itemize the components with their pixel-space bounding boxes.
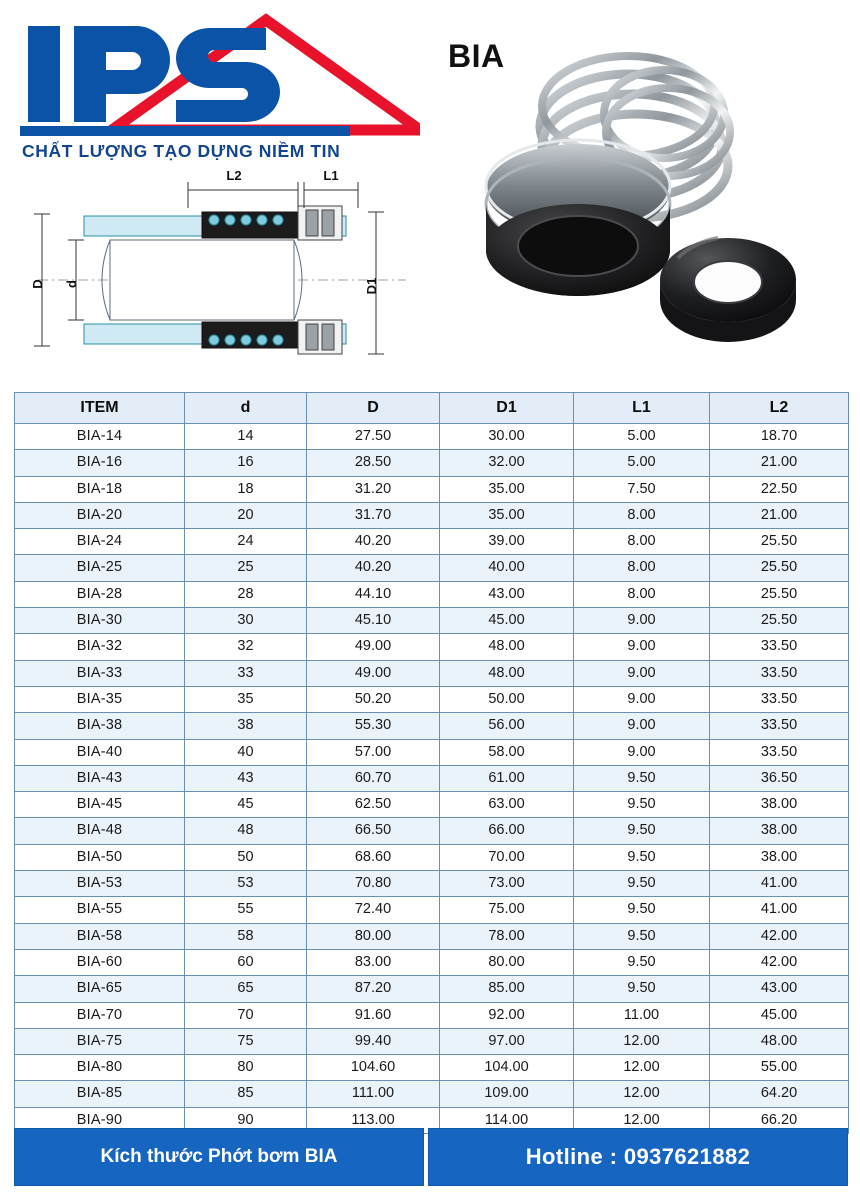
cell-value: 25 [185, 555, 307, 581]
cell-value: 111.00 [307, 1081, 440, 1107]
cell-value: 92.00 [440, 1002, 574, 1028]
cell-value: 65 [185, 976, 307, 1002]
table-row [15, 976, 849, 1002]
cell-value: 39.00 [440, 529, 574, 555]
cell-value: 83.00 [307, 949, 440, 975]
cell-item: BIA-40 [15, 739, 185, 765]
table-row [15, 686, 849, 712]
cell-value: 27.50 [307, 424, 440, 450]
cell-value: 38.00 [710, 792, 849, 818]
cell-value: 50 [185, 844, 307, 870]
spec-table-container [14, 392, 848, 1134]
table-row [15, 555, 849, 581]
cell-value: 28 [185, 581, 307, 607]
cell-value: 12.00 [574, 1081, 710, 1107]
cell-value: 30.00 [440, 424, 574, 450]
cell-value: 36.50 [710, 765, 849, 791]
cell-value: 48.00 [710, 1028, 849, 1054]
table-row [15, 765, 849, 791]
column-header-D: D [307, 393, 440, 424]
cell-value: 50.00 [440, 686, 574, 712]
cell-value: 97.00 [440, 1028, 574, 1054]
cell-value: 33.50 [710, 686, 849, 712]
cell-item: BIA-35 [15, 686, 185, 712]
cell-value: 58.00 [440, 739, 574, 765]
cell-value: 48 [185, 818, 307, 844]
seal-dimension-diagram [14, 168, 426, 380]
cell-value: 60 [185, 949, 307, 975]
cell-value: 33.50 [710, 713, 849, 739]
cell-value: 68.60 [307, 844, 440, 870]
table-row [15, 660, 849, 686]
cell-value: 99.40 [307, 1028, 440, 1054]
cell-value: 45.10 [307, 608, 440, 634]
cell-value: 38 [185, 713, 307, 739]
cell-value: 70.80 [307, 871, 440, 897]
ips-logo-icon [8, 8, 420, 138]
cell-item: BIA-28 [15, 581, 185, 607]
cell-value: 8.00 [574, 555, 710, 581]
table-header-row [15, 393, 849, 424]
cell-item: BIA-45 [15, 792, 185, 818]
cell-value: 114.00 [440, 1107, 574, 1133]
product-photo [432, 8, 852, 380]
page-title: BIA [448, 38, 505, 74]
cell-value: 33.50 [710, 739, 849, 765]
cell-value: 66.00 [440, 818, 574, 844]
cell-item: BIA-25 [15, 555, 185, 581]
cell-item: BIA-80 [15, 1055, 185, 1081]
table-row [15, 923, 849, 949]
cell-value: 38.00 [710, 844, 849, 870]
cell-value: 12.00 [574, 1107, 710, 1133]
cell-value: 25.50 [710, 555, 849, 581]
cell-value: 41.00 [710, 897, 849, 923]
cell-value: 5.00 [574, 424, 710, 450]
page-footer [14, 1128, 848, 1186]
cell-value: 44.10 [307, 581, 440, 607]
footer-caption: Kích thước Phớt bơm BIA [14, 1128, 424, 1186]
company-tagline: CHẤT LƯỢNG TẠO DỰNG NIỀM TIN [22, 141, 341, 161]
cell-value: 56.00 [440, 713, 574, 739]
cell-value: 75.00 [440, 897, 574, 923]
table-row [15, 502, 849, 528]
table-row [15, 476, 849, 502]
table-row [15, 949, 849, 975]
cell-value: 5.00 [574, 450, 710, 476]
table-row [15, 713, 849, 739]
cell-value: 9.00 [574, 634, 710, 660]
cell-item: BIA-38 [15, 713, 185, 739]
cell-value: 57.00 [307, 739, 440, 765]
company-logo [8, 8, 420, 168]
cell-value: 33.50 [710, 634, 849, 660]
cell-item: BIA-53 [15, 871, 185, 897]
cell-item: BIA-70 [15, 1002, 185, 1028]
dim-label-l1: L1 [323, 168, 339, 183]
cell-value: 38.00 [710, 818, 849, 844]
cell-value: 9.00 [574, 686, 710, 712]
cell-value: 48.00 [440, 660, 574, 686]
dim-label-d1: D1 [364, 277, 379, 295]
cell-value: 78.00 [440, 923, 574, 949]
cell-value: 33.50 [710, 660, 849, 686]
table-row [15, 844, 849, 870]
cell-value: 12.00 [574, 1055, 710, 1081]
table-row [15, 792, 849, 818]
cell-value: 43 [185, 765, 307, 791]
dim-label-d-small: d [64, 280, 79, 288]
cell-value: 16 [185, 450, 307, 476]
technical-drawing [14, 168, 426, 380]
cell-value: 9.50 [574, 818, 710, 844]
cell-value: 35 [185, 686, 307, 712]
cell-value: 11.00 [574, 1002, 710, 1028]
cell-item: BIA-48 [15, 818, 185, 844]
cell-item: BIA-20 [15, 502, 185, 528]
cell-value: 45.00 [440, 608, 574, 634]
cell-value: 40.00 [440, 555, 574, 581]
table-row [15, 871, 849, 897]
cell-value: 85.00 [440, 976, 574, 1002]
cell-value: 104.60 [307, 1055, 440, 1081]
cell-item: BIA-75 [15, 1028, 185, 1054]
cell-value: 21.00 [710, 502, 849, 528]
cell-value: 66.50 [307, 818, 440, 844]
cell-value: 7.50 [574, 476, 710, 502]
cell-value: 35.00 [440, 502, 574, 528]
cell-value: 42.00 [710, 923, 849, 949]
cell-item: BIA-90 [15, 1107, 185, 1133]
cell-value: 70 [185, 1002, 307, 1028]
cell-value: 14 [185, 424, 307, 450]
cell-value: 21.00 [710, 450, 849, 476]
cell-value: 12.00 [574, 1028, 710, 1054]
cell-value: 28.50 [307, 450, 440, 476]
cell-value: 9.50 [574, 897, 710, 923]
cell-value: 49.00 [307, 660, 440, 686]
cell-value: 58 [185, 923, 307, 949]
cell-value: 24 [185, 529, 307, 555]
cell-value: 9.50 [574, 844, 710, 870]
cell-value: 80.00 [307, 923, 440, 949]
cell-value: 72.40 [307, 897, 440, 923]
cell-value: 9.50 [574, 923, 710, 949]
cell-value: 43.00 [710, 976, 849, 1002]
cell-item: BIA-32 [15, 634, 185, 660]
cell-value: 9.50 [574, 792, 710, 818]
cell-value: 45.00 [710, 1002, 849, 1028]
table-body [15, 424, 849, 1134]
cell-value: 35.00 [440, 476, 574, 502]
cell-value: 85 [185, 1081, 307, 1107]
cell-value: 87.20 [307, 976, 440, 1002]
cell-value: 64.20 [710, 1081, 849, 1107]
cell-value: 40 [185, 739, 307, 765]
dim-label-l2: L2 [226, 168, 242, 183]
table-row [15, 450, 849, 476]
cell-value: 31.70 [307, 502, 440, 528]
cell-value: 9.50 [574, 976, 710, 1002]
cell-item: BIA-65 [15, 976, 185, 1002]
cell-value: 41.00 [710, 871, 849, 897]
cell-value: 9.50 [574, 765, 710, 791]
cell-value: 62.50 [307, 792, 440, 818]
cell-item: BIA-58 [15, 923, 185, 949]
cell-value: 25.50 [710, 581, 849, 607]
table-row [15, 739, 849, 765]
cell-value: 9.50 [574, 949, 710, 975]
cell-value: 25.50 [710, 608, 849, 634]
column-header-d: d [185, 393, 307, 424]
cell-value: 49.00 [307, 634, 440, 660]
cell-value: 55.30 [307, 713, 440, 739]
table-row [15, 634, 849, 660]
cell-value: 33 [185, 660, 307, 686]
cell-value: 18.70 [710, 424, 849, 450]
cell-value: 63.00 [440, 792, 574, 818]
cell-value: 8.00 [574, 529, 710, 555]
cell-value: 18 [185, 476, 307, 502]
cell-value: 40.20 [307, 555, 440, 581]
footer-hotline: Hotline : 0937621882 [428, 1128, 848, 1186]
table-row [15, 608, 849, 634]
cell-value: 31.20 [307, 476, 440, 502]
cell-item: BIA-43 [15, 765, 185, 791]
cell-value: 25.50 [710, 529, 849, 555]
cell-value: 91.60 [307, 1002, 440, 1028]
cell-value: 48.00 [440, 634, 574, 660]
table-row [15, 424, 849, 450]
cell-value: 80.00 [440, 949, 574, 975]
cell-item: BIA-30 [15, 608, 185, 634]
table-row [15, 1081, 849, 1107]
cell-value: 32 [185, 634, 307, 660]
cell-value: 113.00 [307, 1107, 440, 1133]
table-row [15, 818, 849, 844]
cell-value: 73.00 [440, 871, 574, 897]
cell-item: BIA-18 [15, 476, 185, 502]
column-header-L1: L1 [574, 393, 710, 424]
table-row [15, 529, 849, 555]
cell-value: 104.00 [440, 1055, 574, 1081]
dim-label-d-outer: D [30, 279, 45, 289]
cell-item: BIA-33 [15, 660, 185, 686]
cell-value: 20 [185, 502, 307, 528]
cell-value: 32.00 [440, 450, 574, 476]
mechanical-seal-photo [432, 8, 852, 380]
cell-value: 66.20 [710, 1107, 849, 1133]
cell-value: 9.00 [574, 660, 710, 686]
table-row [15, 1028, 849, 1054]
cell-value: 40.20 [307, 529, 440, 555]
cell-value: 75 [185, 1028, 307, 1054]
cell-item: BIA-50 [15, 844, 185, 870]
table-row [15, 1002, 849, 1028]
cell-value: 8.00 [574, 581, 710, 607]
cell-value: 43.00 [440, 581, 574, 607]
cell-value: 30 [185, 608, 307, 634]
cell-item: BIA-14 [15, 424, 185, 450]
cell-value: 70.00 [440, 844, 574, 870]
cell-value: 55.00 [710, 1055, 849, 1081]
cell-value: 8.00 [574, 502, 710, 528]
cell-value: 9.50 [574, 871, 710, 897]
column-header-L2: L2 [710, 393, 849, 424]
cell-value: 109.00 [440, 1081, 574, 1107]
cell-value: 22.50 [710, 476, 849, 502]
cell-value: 45 [185, 792, 307, 818]
column-header-item: ITEM [15, 393, 185, 424]
cell-value: 50.20 [307, 686, 440, 712]
table-row [15, 581, 849, 607]
cell-item: BIA-16 [15, 450, 185, 476]
cell-item: BIA-55 [15, 897, 185, 923]
table-row [15, 897, 849, 923]
cell-item: BIA-60 [15, 949, 185, 975]
cell-item: BIA-24 [15, 529, 185, 555]
cell-value: 42.00 [710, 949, 849, 975]
spec-table [14, 392, 849, 1134]
cell-value: 60.70 [307, 765, 440, 791]
column-header-D1: D1 [440, 393, 574, 424]
cell-value: 9.00 [574, 739, 710, 765]
cell-value: 90 [185, 1107, 307, 1133]
cell-value: 53 [185, 871, 307, 897]
table-row [15, 1055, 849, 1081]
cell-value: 61.00 [440, 765, 574, 791]
cell-value: 9.00 [574, 713, 710, 739]
cell-item: BIA-85 [15, 1081, 185, 1107]
cell-value: 9.00 [574, 608, 710, 634]
cell-value: 55 [185, 897, 307, 923]
cell-value: 80 [185, 1055, 307, 1081]
